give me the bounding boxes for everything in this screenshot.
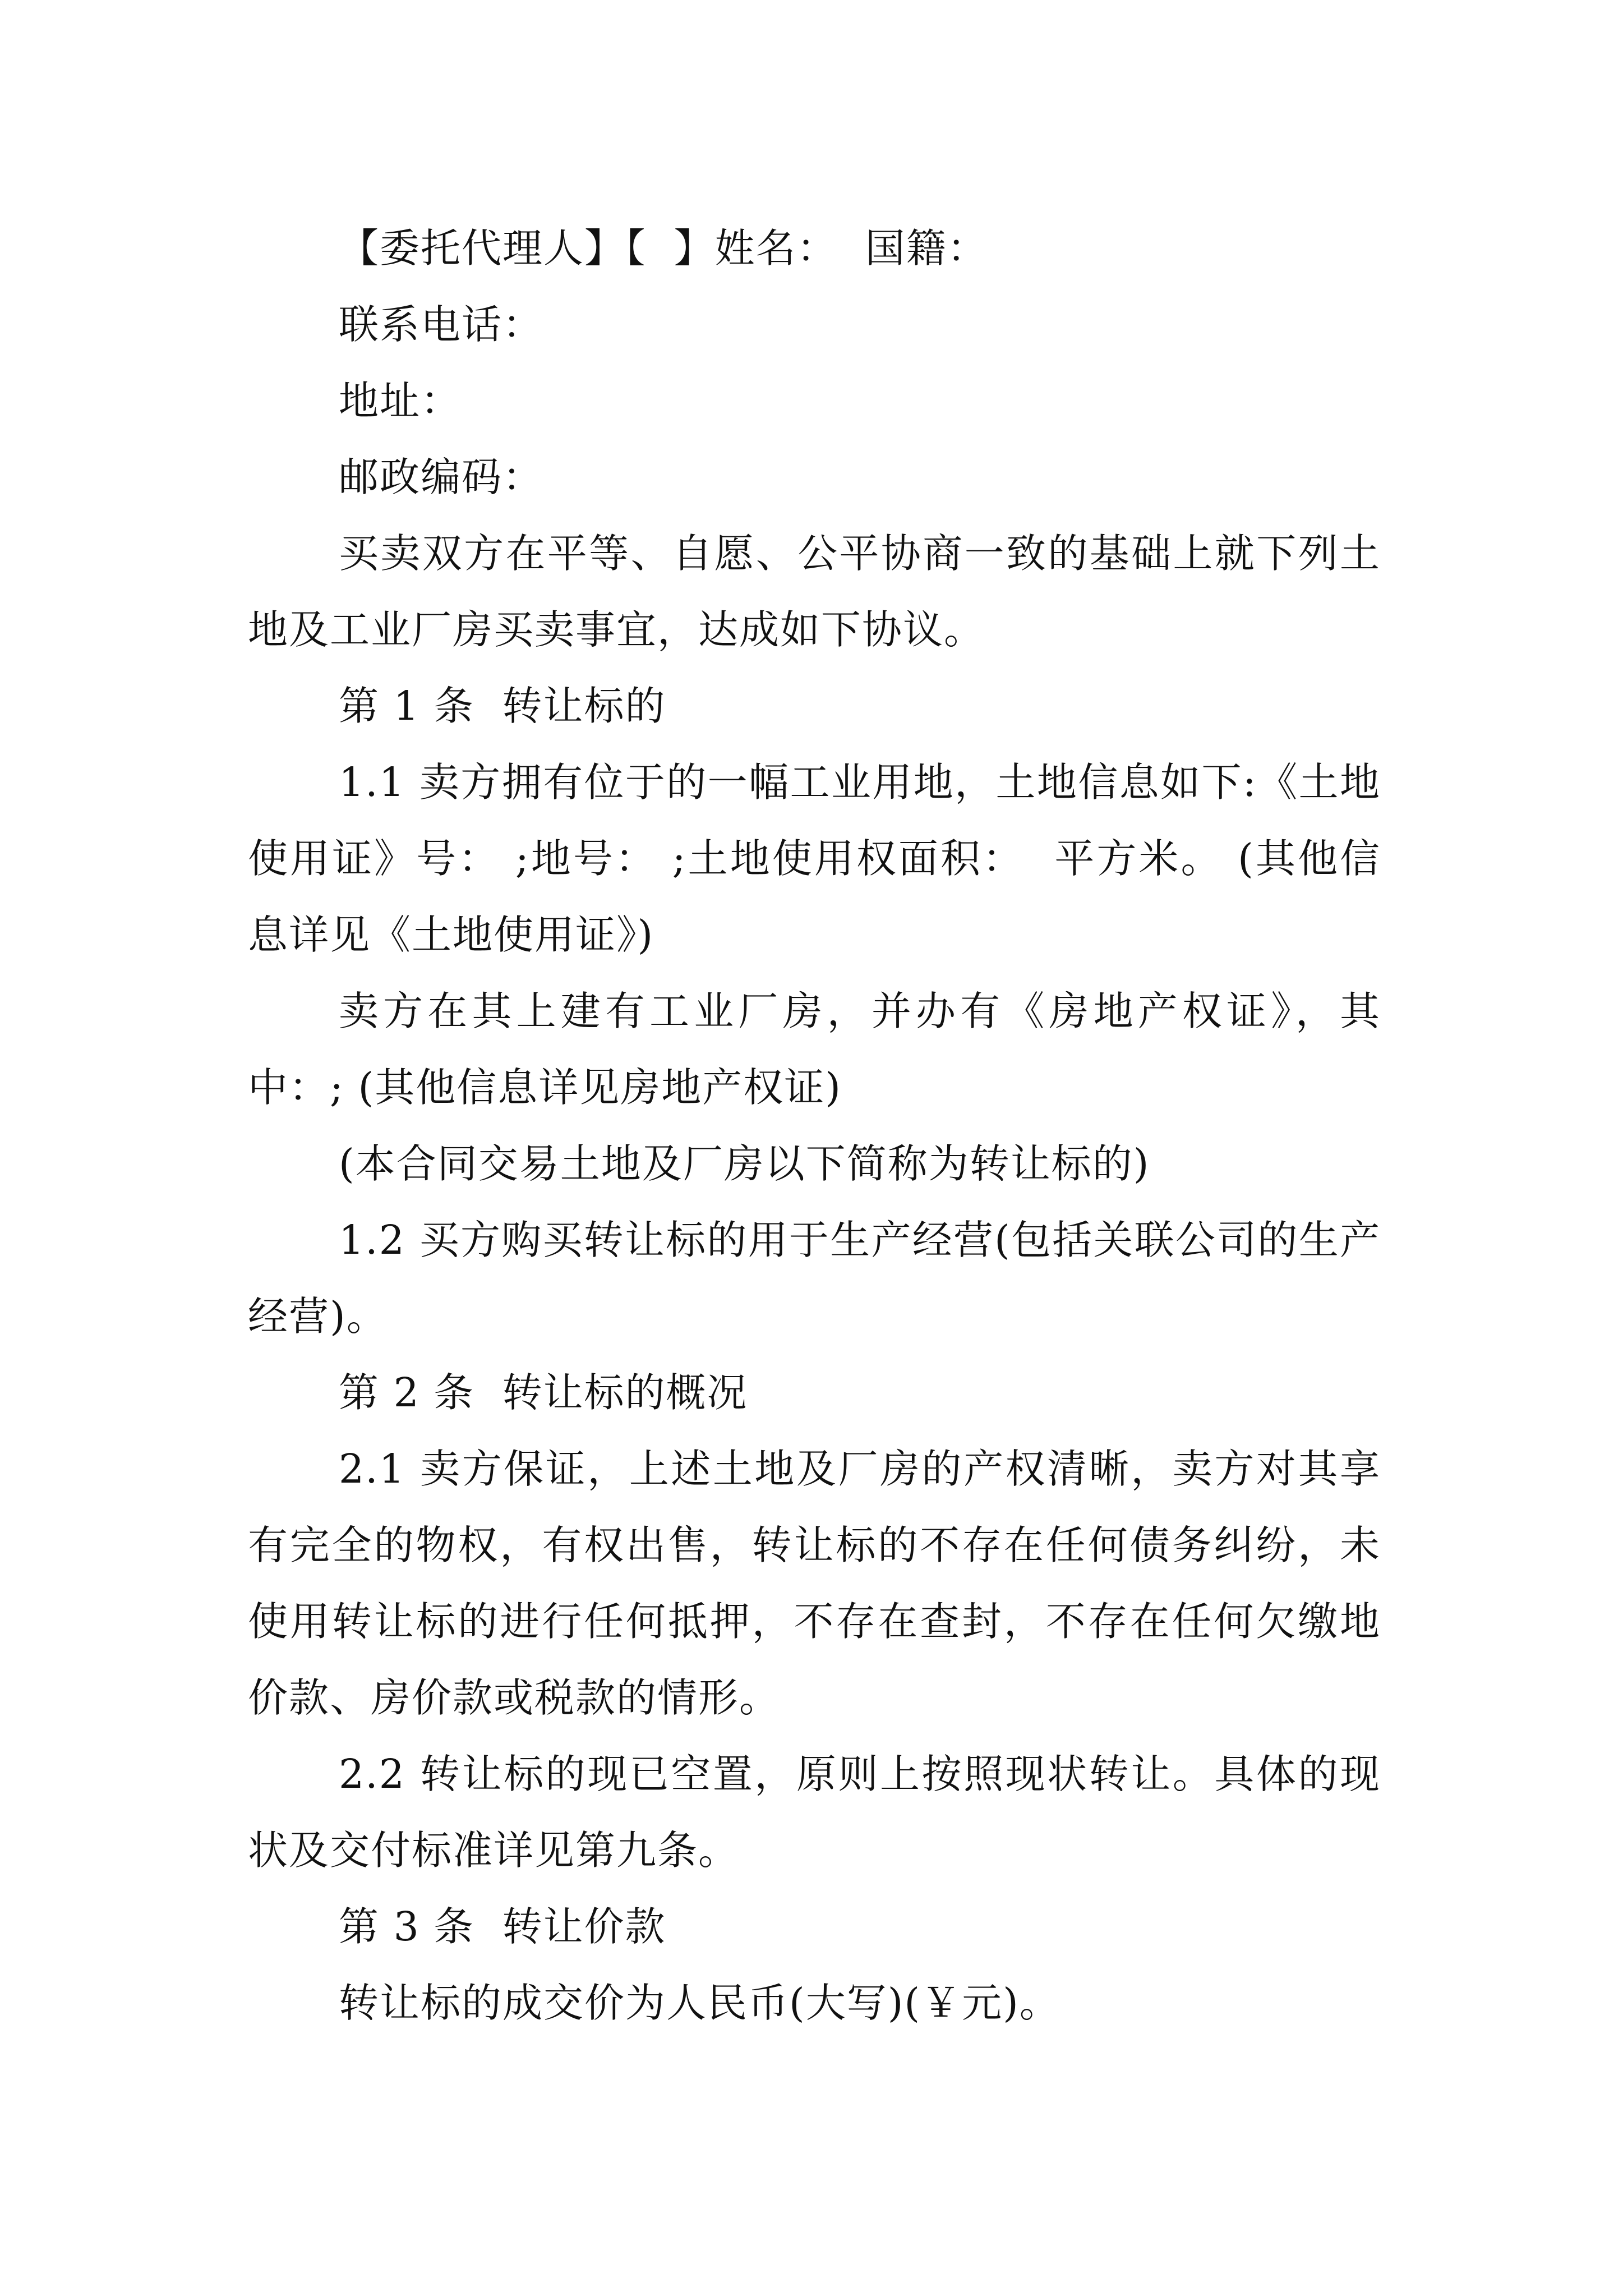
clause-1-1: 1.1 卖方拥有位于的一幅工业用地，土地信息如下:《土地使用证》号： ;地号： ;土地使用权面积： 平方米。 (其他信息详见《土地使用证》) <box>248 759 1381 958</box>
postcode-line: 邮政编码： <box>339 454 544 500</box>
clause-3-price: 转让标的成交价为人民币(大写)(￥元)。 <box>339 1980 1061 2026</box>
clause-2-1: 2.1 卖方保证，上述土地及厂房的产权清晰，卖方对其享有完全的物权，有权出售，转让标的不存在任何债务纠纷，未使用转让标的进行任何抵押，不存在查封，不存在任何欠缴地价款、房价款或税款的情形。 <box>248 1446 1381 1721</box>
article-2-heading: 第 2 条 转让标的概况 <box>339 1369 748 1416</box>
article-1-heading: 第 1 条 转让标的 <box>339 683 666 729</box>
clause-1-2: 1.2 买方购买转让标的用于生产经营(包括关联公司的生产经营)。 <box>248 1217 1381 1340</box>
article-3-heading: 第 3 条 转让价款 <box>339 1903 666 1950</box>
address-line: 地址： <box>339 378 462 424</box>
phone-line: 联系电话： <box>339 301 544 348</box>
document-body <box>248 210 1381 2041</box>
agreement-intro: 买卖双方在平等、自愿、公平协商一致的基础上就下列土地及工业厂房买卖事宜，达成如下协议。 <box>248 530 1381 653</box>
clause-1-1-building: 卖方在其上建有工业厂房，并办有《房地产权证》，其中：; (其他信息详见房地产权证) <box>248 988 1381 1111</box>
agent-line: 【委托代理人】【 】姓名： 国籍： <box>339 225 988 272</box>
clause-2-2: 2.2 转让标的现已空置，原则上按照现状转让。具体的现状及交付标准详见第九条。 <box>248 1751 1381 1874</box>
clause-1-1-note: (本合同交易土地及厂房以下简称为转让标的) <box>339 1140 1150 1187</box>
